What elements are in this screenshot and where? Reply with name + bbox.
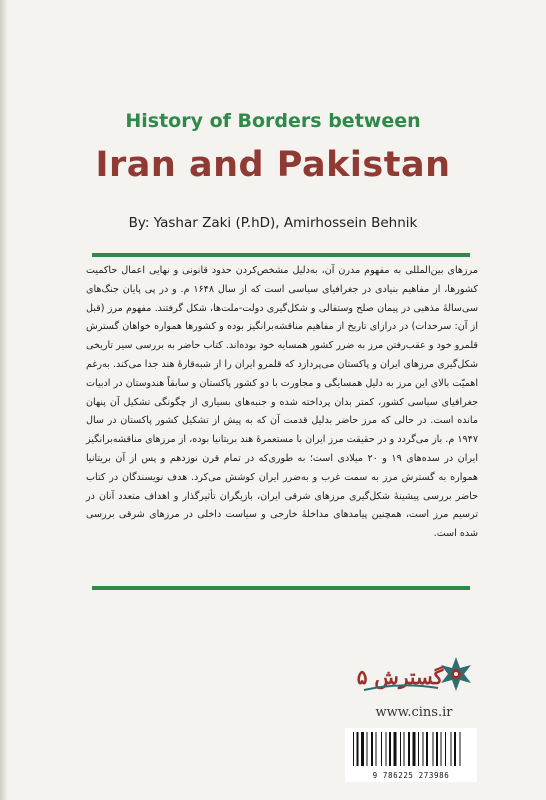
isbn-number: 9 786225 273986	[345, 771, 477, 780]
star-burst-icon	[441, 657, 471, 691]
logo-wordmark: گسترش ۵	[356, 665, 444, 689]
divider-bottom	[92, 586, 470, 590]
authors: By: Yashar Zaki (P.hD), Amirhossein Behnik	[128, 215, 418, 231]
blurb-text: مرزهای بین‌المللی به مفهوم مدرن آن، به‌دلیل مشخص‌کردن حدود قانونی و نهایی اعمال حاکمیت کشورها، از مفاهیم بنیادی در جغرافیای سیاسی است که از سال ۱۶۴۸ م. و در پی پایان جنگ‌های سی‌سالهٔ مذهبی در پیمان صلح وستفالی و شکل‌گیری دولت-ملت‌ها، شکل گرفتند. مفهوم مرز (قبل از آن: سرحدات) در درازای تاریخ از مفاهیم مناقشه‌برانگیز بوده و کشورها همواره خواهان گسترش قلمرو خود و عقب‌رفتن مرز به ضرر کشور همسایه خود بوده‌اند. کتاب حاضر به بررسی سیر تاریخی شکل‌گیری مرزهای ایران و پاکستان می‌پردازد که قلمرو ایران را از شبه‌قارهٔ هند جدا می‌کند. به‌رغم اهمیّت بالای این مرز به دلیل همسایگی و مجاورت با دو کشور پاکستان و سابقاً هندوستان در ادبیات جغرافیای سیاسی کشور، کمتر بدان پرداخته شده و جنبه‌های بسیاری از چگونگی تشکیل آن پنهان مانده است. در حالی که مرز حاضر بدلیل قدمت آن که به پیش از تشکیل کشور پاکستان در سال ۱۹۴۷ م. باز می‌گردد و در حقیقت مرز ایران با مستعمرهٔ هند بریتانیا بوده، از مرزهای مناقشه‌برانگیز ایران در سده‌های ۱۹ و ۲۰ میلادی است؛ به طوری‌که در تمام قرن نوزدهم و پس از آن بریتانیا همواره به گسترش مرز به سمت غرب و به‌ضرر ایران کوشش می‌کرد. هدف نویسندگان در کتاب حاضر بررسی پیشینهٔ شکل‌گیری مرزهای شرقی ایران، بازیگران تأثیرگذار و اهداف متعدد آنان در ترسیم مرز است، همچنین پیامدهای مداخلهٔ خارجی و سیاست داخلی در مرزهای شرقی بررسی شده است.	[86, 265, 478, 540]
barcode-icon	[345, 728, 477, 782]
title-line-2: Iran and Pakistan	[95, 145, 451, 185]
publisher-logo-icon	[352, 652, 476, 704]
divider-top	[92, 253, 470, 257]
publisher-website: www.cins.ir	[375, 705, 453, 720]
title-line-1: History of Borders between	[125, 110, 421, 132]
